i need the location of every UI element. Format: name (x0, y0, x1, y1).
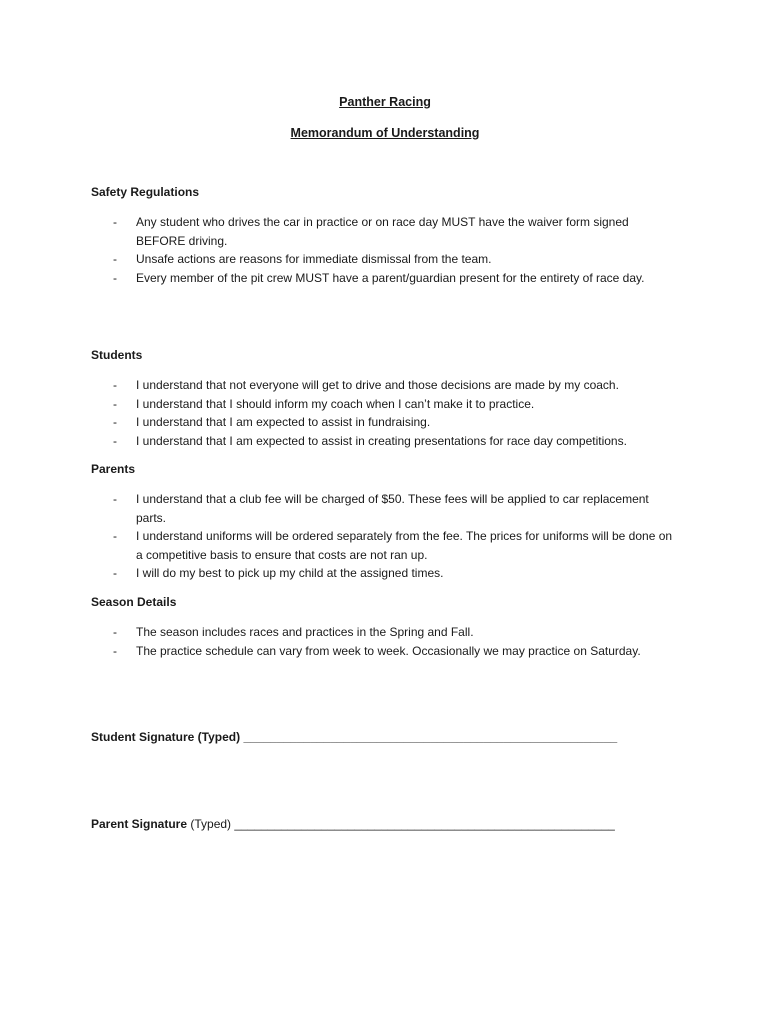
list-item-text: The practice schedule can vary from week to week. Occasionally we may practice on Saturday. (136, 643, 641, 658)
list-item-text: I understand that a club fee will be charged of $50. These fees will be applied to car replacement parts. (136, 492, 649, 525)
bullet-dash: - (113, 492, 117, 506)
list-item (91, 623, 721, 642)
parents-list (91, 490, 681, 583)
list-item-text: I understand uniforms will be ordered separately from the fee. The prices for uniforms will be done on a competitive basis to ensure that costs are not ran up. (136, 529, 673, 562)
parent-signature-typed-note: (Typed) (190, 817, 232, 831)
bullet-dash: - (113, 529, 117, 544)
bullet-dash: - (113, 643, 117, 658)
list-item-text: The season includes races and practices in the Spring and Fall. (136, 625, 474, 639)
list-item-text: I understand that I am expected to assist in fundraising. (136, 415, 431, 430)
parents-heading: Parents (91, 462, 136, 476)
list-item (91, 250, 676, 269)
list-item-text: Unsafe actions are reasons for immediate dismissal from the team. (136, 252, 492, 267)
list-item-text: Any student who drives the car in practice or on race day MUST have the waiver form signed BEFORE driving. (136, 215, 629, 248)
document-subtitle: Memorandum of Understanding (290, 126, 480, 140)
list-item (91, 564, 681, 583)
student-signature-label: Student Signature (Typed) (91, 730, 241, 744)
list-item (91, 269, 676, 288)
list-item (91, 376, 721, 395)
list-item-text: I understand that I am expected to assist in creating presentations for race day competitions. (136, 433, 627, 448)
list-item (91, 490, 681, 527)
list-item (91, 413, 721, 432)
list-item-text: I understand that not everyone will get to drive and those decisions are made by my coach. (136, 378, 619, 392)
bullet-dash: - (113, 270, 117, 285)
parent-signature-label: Parent Signature (91, 817, 188, 831)
student-signature-row (91, 730, 617, 744)
bullet-dash: - (113, 433, 117, 448)
students-list (91, 376, 721, 450)
parent-signature-row (91, 817, 615, 831)
students-heading: Students (91, 348, 143, 362)
list-item-text: I understand that I should inform my coach when I can’t make it to practice. (136, 396, 535, 411)
list-item (91, 432, 721, 451)
list-item-text: I will do my best to pick up my child at the assigned times. (136, 566, 444, 581)
safety-regulations-heading: Safety Regulations (91, 185, 200, 199)
list-item (91, 213, 676, 250)
document-title: Panther Racing (339, 95, 431, 109)
bullet-dash: - (113, 378, 117, 392)
bullet-dash: - (113, 566, 117, 581)
parent-signature-field[interactable]: _________________________________________________________ (234, 817, 615, 831)
list-item (91, 527, 681, 564)
bullet-dash: - (113, 415, 117, 430)
list-item (91, 395, 721, 414)
list-item-text: Every member of the pit crew MUST have a parent/guardian present for the entirety of race day. (136, 270, 645, 285)
student-signature-field[interactable]: ________________________________________________________ (243, 730, 618, 744)
season-details-heading: Season Details (91, 595, 177, 609)
bullet-dash: - (113, 215, 117, 229)
safety-regulations-list (91, 213, 676, 287)
bullet-dash: - (113, 252, 117, 267)
season-details-list (91, 623, 721, 660)
list-item (91, 642, 721, 661)
bullet-dash: - (113, 625, 117, 639)
bullet-dash: - (113, 396, 117, 411)
